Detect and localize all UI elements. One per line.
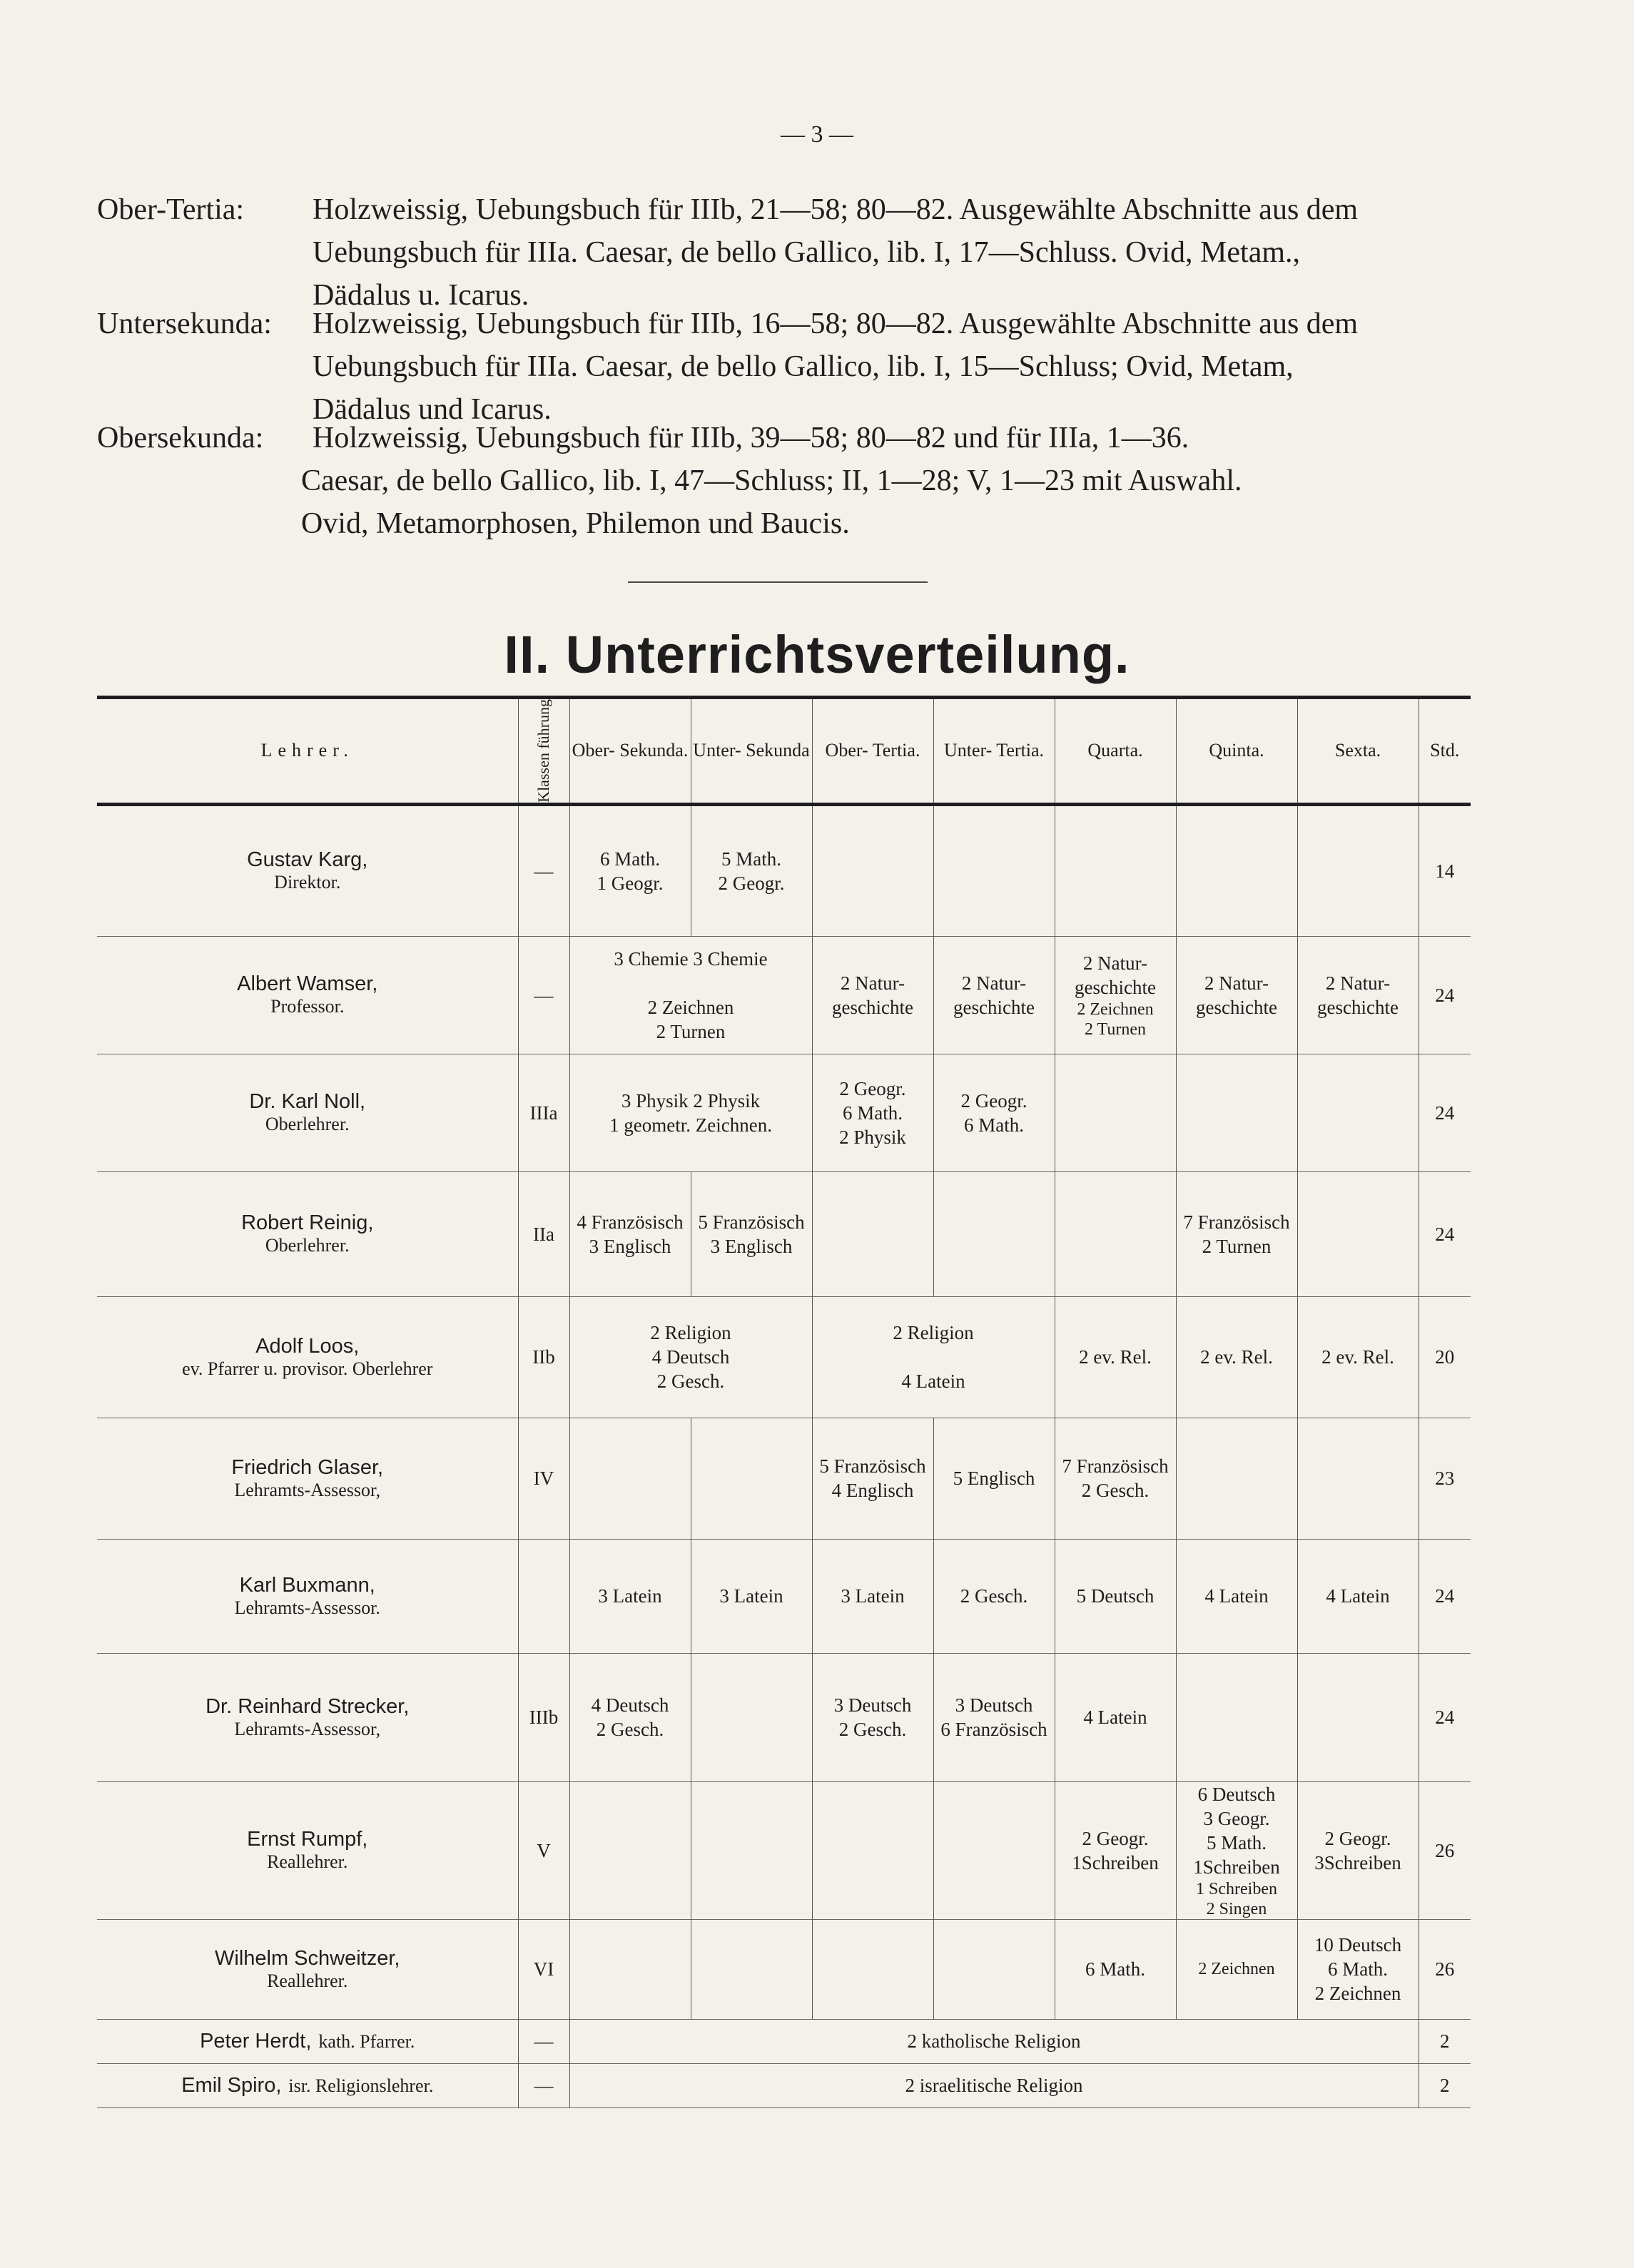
teacher-name: Emil Spiro, [181,2073,282,2097]
subject-cell-unter-tertia [933,1781,1055,1919]
subject-cell-ober-tertia: 3 Latein [812,1539,933,1653]
table-row [97,1539,1471,1653]
subject-cell-quinta [1176,1054,1297,1171]
teacher-cell [97,1418,518,1539]
subject-cell-ober-tertia: 2 Natur- geschichte [812,936,933,1054]
subject-cell-ober-tertia: 2 Geogr. 6 Math. 2 Physik [812,1054,933,1171]
klassen-cell: — [518,2019,569,2063]
subject-cell-quarta: 6 Math. [1055,1919,1176,2019]
subject-cell-unter-sekunda: 5 Math. 2 Geogr. [691,804,812,936]
teacher-title: Oberlehrer. [265,1114,350,1135]
reading-line: Dädalus und Icarus. [313,393,552,426]
header-unter-tertia: Unter- Tertia. [933,698,1055,805]
reading-obersekunda [97,410,1471,581]
subject-cell-quarta: 2 Natur- geschichte 2 Zeichnen 2 Turnen [1055,936,1176,1054]
std-cell: 2 [1419,2019,1471,2063]
table-row [97,804,1471,936]
subject-cell-sexta: 4 Latein [1297,1539,1419,1653]
subject-cell-sexta [1297,1418,1419,1539]
subject-cell-unter-tertia: 3 Deutsch 6 Französisch [933,1653,1055,1781]
subject-cell-ober-tertia: 5 Französisch 4 Englisch [812,1418,933,1539]
teacher-name: Ernst Rumpf, [247,1828,368,1851]
reading-label: Untersekunda: [97,307,272,340]
teacher-cell [97,1781,518,1919]
table-header-row [97,698,1471,805]
subject-cell-sexta [1297,1653,1419,1781]
klassen-cell: IIIa [518,1054,569,1171]
subject-cell-quarta: 5 Deutsch [1055,1539,1176,1653]
separator-rule [628,581,928,583]
header-klassen: Klassen führung [518,698,569,805]
subject-cell-ober-tertia [812,1919,933,2019]
subject-cell-quinta: 2 Natur- geschichte [1176,936,1297,1054]
teacher-title: Reallehrer. [267,1970,348,1991]
subject-cell-ober-sekunda: 3 Latein [569,1539,691,1653]
subject-cell-unter-sekunda [691,1653,812,1781]
std-cell: 24 [1419,1171,1471,1296]
teacher-name: Robert Reinig, [241,1211,374,1235]
teacher-title: Oberlehrer. [265,1235,350,1256]
subject-cell-unter-sekunda [691,1418,812,1539]
subject-cell-quinta: 4 Latein [1176,1539,1297,1653]
subject-cell-sexta [1297,1171,1419,1296]
table-row [97,2063,1471,2107]
header-lehrer: Lehrer. [260,740,354,761]
std-cell: 24 [1419,1653,1471,1781]
subject-cell-os-us: 3 Chemie 3 Chemie 2 Zeichnen 2 Turnen [569,936,812,1054]
teacher-title: Direktor. [274,872,341,893]
extra-note: 1 Schreiben 2 Singen [1196,1879,1277,1918]
std-cell: 24 [1419,936,1471,1054]
std-cell: 14 [1419,804,1471,936]
subject-cell-unter-tertia: 5 Englisch [933,1418,1055,1539]
subject-cell-quinta [1176,1418,1297,1539]
teacher-cell [97,1296,518,1418]
table-row [97,1781,1471,1919]
std-cell: 24 [1419,1539,1471,1653]
std-cell: 26 [1419,1781,1471,1919]
extra-note: 2 Zeichnen [1198,1960,1275,1979]
teacher-name: Albert Wamser, [237,972,378,996]
header-ober-sekunda: Ober- Sekunda. [569,698,691,805]
subject-cell-unter-sekunda [691,1919,812,2019]
klassen-cell: — [518,2063,569,2107]
header-sexta: Sexta. [1297,698,1419,805]
teacher-title: ev. Pfarrer u. provisor. Oberlehrer [182,1358,433,1379]
teacher-title: Professor. [270,996,345,1017]
table-row [97,1653,1471,1781]
teacher-cell [97,1919,518,2019]
subject-cell-quarta: 4 Latein [1055,1653,1176,1781]
reading-line: Holzweissig, Uebungsbuch für IIIb, 39—58; 80—82 und für IIIa, 1—36. [313,422,1189,454]
subject-cell-unter-sekunda: 5 Französisch 3 Englisch [691,1171,812,1296]
klassen-cell: IIb [518,1296,569,1418]
subject-cell-ober-sekunda [569,1418,691,1539]
teacher-cell [97,1653,518,1781]
subject-cell-ober-tertia [812,804,933,936]
subject-cell-quinta [1176,1653,1297,1781]
header-ober-tertia: Ober- Tertia. [812,698,933,805]
reading-line: Ovid, Metamorphosen, Philemon und Baucis. [301,507,850,540]
klassen-cell: VI [518,1919,569,2019]
subject-cell-quarta [1055,804,1176,936]
subject-cell-sexta: 10 Deutsch 6 Math. 2 Zeichnen [1297,1919,1419,2019]
teacher-title: Lehramts-Assessor. [234,1597,380,1618]
subject-cell-ober-tertia [812,1171,933,1296]
subject-cell-ober-sekunda: 6 Math. 1 Geogr. [569,804,691,936]
teacher-title: isr. Religionslehrer. [288,2075,434,2096]
table-row [97,2019,1471,2063]
subject-cell-os-us: 2 Religion 4 Deutsch 2 Gesch. [569,1296,812,1418]
teacher-name: Friedrich Glaser, [231,1455,384,1479]
std-cell: 2 [1419,2063,1471,2107]
subject-cell-ober-sekunda: 4 Französisch 3 Englisch [569,1171,691,1296]
subject-cell-quinta: 2 ev. Rel. [1176,1296,1297,1418]
header-quinta: Quinta. [1176,698,1297,805]
teacher-cell [97,936,518,1054]
subject-cell-unter-tertia: 2 Gesch. [933,1539,1055,1653]
subject-cell-ober-tertia: 3 Deutsch 2 Gesch. [812,1653,933,1781]
subject-cell-ober-sekunda: 4 Deutsch 2 Gesch. [569,1653,691,1781]
subject-cell-quarta: 7 Französisch 2 Gesch. [1055,1418,1176,1539]
table-row [97,936,1471,1054]
subject-cell-ober-tertia [812,1781,933,1919]
reading-line: Uebungsbuch für IIIa. Caesar, de bello Gallico, lib. I, 17—Schluss. Ovid, Metam., [313,236,1301,269]
subject-cell-quinta: 6 Deutsch 3 Geogr. 5 Math. 1Schreiben 1 Schreiben 2 Singen [1176,1781,1297,1919]
teacher-cell [97,1054,518,1171]
extra-note: 2 Zeichnen 2 Turnen [1077,1000,1154,1039]
klassen-cell: IIa [518,1171,569,1296]
header-unter-sekunda: Unter- Sekunda [691,698,812,805]
std-cell: 20 [1419,1296,1471,1418]
reading-line: Holzweissig, Uebungsbuch für IIIb, 21—58; 80—82. Ausgewählte Abschnitte aus dem [313,193,1359,226]
section-title: II. Unterrichtsverteilung. [504,625,1130,684]
teacher-name: Karl Buxmann, [239,1573,375,1597]
teacher-name: Dr. Karl Noll, [249,1090,366,1114]
subject-cell-sexta [1297,1054,1419,1171]
subject-cell-sexta: 2 ev. Rel. [1297,1296,1419,1418]
klassen-cell: — [518,804,569,936]
subject-cell-quarta [1055,1054,1176,1171]
std-cell: 24 [1419,1054,1471,1171]
std-cell: 26 [1419,1919,1471,2019]
subject-cell-ot-ut: 2 Religion 4 Latein [812,1296,1055,1418]
teacher-title: Reallehrer. [267,1851,348,1873]
header-std: Std. [1419,698,1471,805]
teacher-name: Gustav Karg, [247,848,368,872]
subject-cell-os-us: 3 Physik 2 Physik 1 geometr. Zeichnen. [569,1054,812,1171]
table-row [97,1919,1471,2019]
klassen-cell: — [518,936,569,1054]
klassen-cell: IIIb [518,1653,569,1781]
reading-line: Uebungsbuch für IIIa. Caesar, de bello Gallico, lib. I, 15—Schluss; Ovid, Metam, [313,350,1294,383]
teacher-title: Lehramts-Assessor, [234,1479,381,1500]
teacher-name: Dr. Reinhard Strecker, [205,1694,410,1718]
subject-cell-quinta: 7 Französisch 2 Turnen [1176,1171,1297,1296]
header-quarta: Quarta. [1055,698,1176,805]
reading-label: Obersekunda: [97,422,264,454]
teacher-cell [97,1539,518,1653]
subject-cell-span: 2 katholische Religion [569,2019,1419,2063]
teacher-cell [97,1171,518,1296]
subject-cell-unter-tertia: 2 Natur- geschichte [933,936,1055,1054]
reading-line: Holzweissig, Uebungsbuch für IIIb, 16—58; 80—82. Ausgewählte Abschnitte aus dem [313,307,1359,340]
table-row [97,1418,1471,1539]
teacher-title: Lehramts-Assessor, [234,1718,381,1739]
reading-line: Caesar, de bello Gallico, lib. I, 47—Schluss; II, 1—28; V, 1—23 mit Auswahl. [301,464,1242,497]
klassen-cell: IV [518,1418,569,1539]
subject-cell-quinta [1176,1919,1297,2019]
subject-cell-sexta: 2 Geogr. 3Schreiben [1297,1781,1419,1919]
subject-cell-quarta: 2 Geogr. 1Schreiben [1055,1781,1176,1919]
subject-cell-unter-tertia [933,804,1055,936]
subject-cell-unter-tertia: 2 Geogr. 6 Math. [933,1054,1055,1171]
teacher-name: Wilhelm Schweitzer, [215,1946,400,1970]
teacher-name: Peter Herdt, [200,2029,312,2053]
subject-cell-unter-tertia [933,1171,1055,1296]
teacher-cell [97,2019,518,2063]
klassen-cell: V [518,1781,569,1919]
teacher-cell [97,2063,518,2107]
table-row [97,1171,1471,1296]
subject-cell-ober-sekunda [569,1781,691,1919]
subject-cell-quarta: 2 ev. Rel. [1055,1296,1176,1418]
teacher-name: Adolf Loos, [255,1334,360,1358]
subject-cell-unter-tertia [933,1919,1055,2019]
table-row [97,1296,1471,1418]
klassen-cell [518,1539,569,1653]
subject-cell-sexta [1297,804,1419,936]
subject-cell-unter-sekunda: 3 Latein [691,1539,812,1653]
distribution-table [97,696,1471,2108]
subject-cell-sexta: 2 Natur- geschichte [1297,936,1419,1054]
subject-cell-quinta [1176,804,1297,936]
subject-cell-span: 2 israelitische Religion [569,2063,1419,2107]
subject-cell-unter-sekunda [691,1781,812,1919]
reading-label: Ober-Tertia: [97,193,245,226]
page-number: — 3 — [781,121,853,148]
subject-cell-quarta [1055,1171,1176,1296]
teacher-cell [97,804,518,936]
reading-line: Dädalus u. Icarus. [313,279,529,312]
std-cell: 23 [1419,1418,1471,1539]
table-row [97,1054,1471,1171]
subject-cell-ober-sekunda [569,1919,691,2019]
teacher-title: kath. Pfarrer. [318,2030,415,2052]
